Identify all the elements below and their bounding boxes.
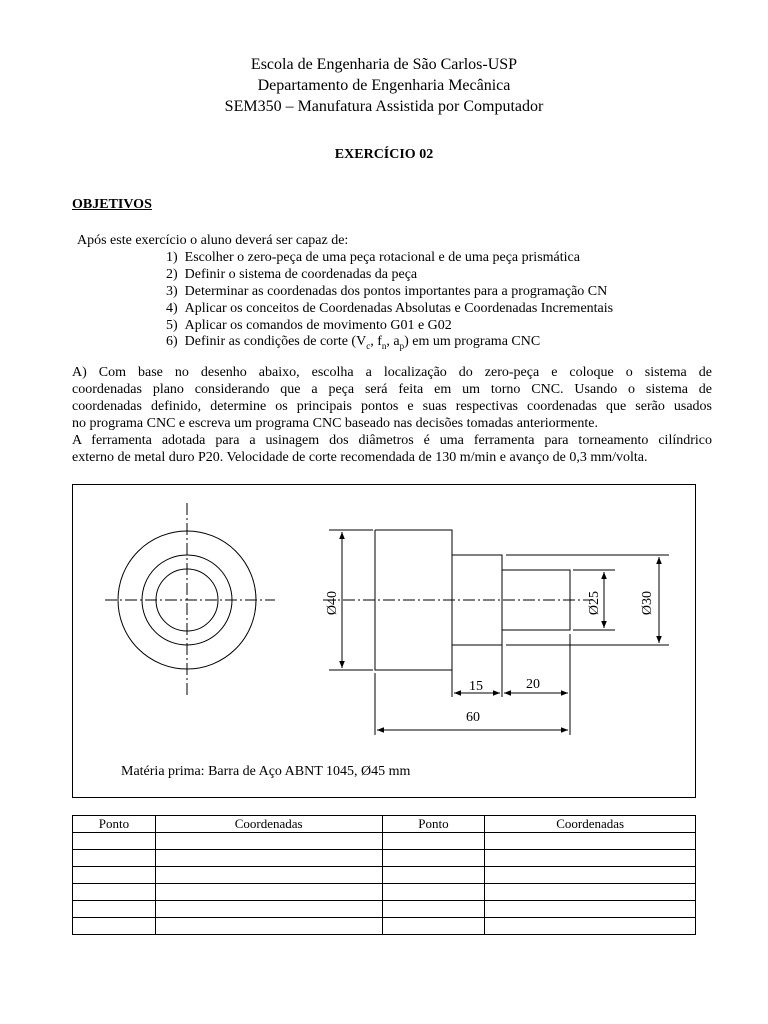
- objective-item: 4) Aplicar os conceitos de Coordenadas Absolutas e Coordenadas Incrementais: [166, 301, 614, 316]
- table-row: [73, 867, 696, 884]
- dim-d30-label: Ø30: [640, 590, 655, 616]
- objectives-intro: Após este exercício o aluno deverá ser capaz de:: [77, 233, 349, 248]
- dim-15-label: 15: [469, 679, 483, 694]
- end-view: [105, 503, 275, 695]
- objective-item: 3) Determinar as coordenadas dos pontos importantes para a programação CN: [166, 284, 608, 299]
- header-line-2: Departamento de Engenharia Mecânica: [257, 77, 511, 94]
- col-header-coordenadas: Coordenadas: [485, 816, 696, 833]
- objective-item: 6) Definir as condições de corte ($V_c$, $f_n$, $a_p$) em um programa CNC: [166, 334, 541, 351]
- dim-d25-label: Ø25: [587, 590, 602, 616]
- objective-item: 5) Aplicar os comandos de movimento G01 e G02: [166, 318, 452, 333]
- dim-d40-label: Ø40: [325, 590, 340, 616]
- dim-20-label: 20: [526, 677, 540, 692]
- header-line-1: Escola de Engenharia de São Carlos-USP: [250, 56, 518, 73]
- col-header-coordenadas: Coordenadas: [155, 816, 382, 833]
- col-header-ponto: Ponto: [73, 816, 156, 833]
- objective-item: 1) Escolher o zero-peça de uma peça rotacional e de uma peça prismática: [166, 250, 580, 265]
- table-row: [73, 833, 696, 850]
- exercise-statement: A) Com base no desenho abaixo, escolha a localização do zero-peça e coloque o sistema de coordenadas plano considerando que a peça será feita em um torno CNC. Usando o sistema de coordenadas definido, determine os principais pontos e suas respectivas coordenadas que serão usados no programa CNC e escreva um programa CNC baseado nas decisões tomadas anteriormente. A ferramenta adotada para a usinagem dos diâmetros é uma ferramenta para torneamento cilíndrico externo de metal duro P20. Velocidade de corte recomendada de 130 m/min e avanço de 0,3 mm/volta.: [72, 365, 712, 465]
- drawing-svg: [73, 485, 697, 799]
- col-header-ponto: Ponto: [382, 816, 485, 833]
- material-note: Matéria prima: Barra de Aço ABNT 1045, Ø45 mm: [121, 764, 411, 779]
- side-view: [323, 530, 669, 735]
- table-row: [73, 901, 696, 918]
- objective-item: 2) Definir o sistema de coordenadas da peça: [166, 267, 418, 282]
- table-row: [73, 884, 696, 901]
- table-row: [73, 850, 696, 867]
- table-header-row: [73, 816, 696, 833]
- table-row: [73, 918, 696, 935]
- technical-drawing: [72, 484, 696, 798]
- header-line-3: SEM350 – Manufatura Assistida por Computador: [224, 98, 544, 115]
- exercise-title: EXERCÍCIO 02: [334, 147, 434, 162]
- points-table: [72, 815, 696, 935]
- objectives-heading: OBJETIVOS: [72, 197, 152, 212]
- dim-60-label: 60: [466, 710, 480, 725]
